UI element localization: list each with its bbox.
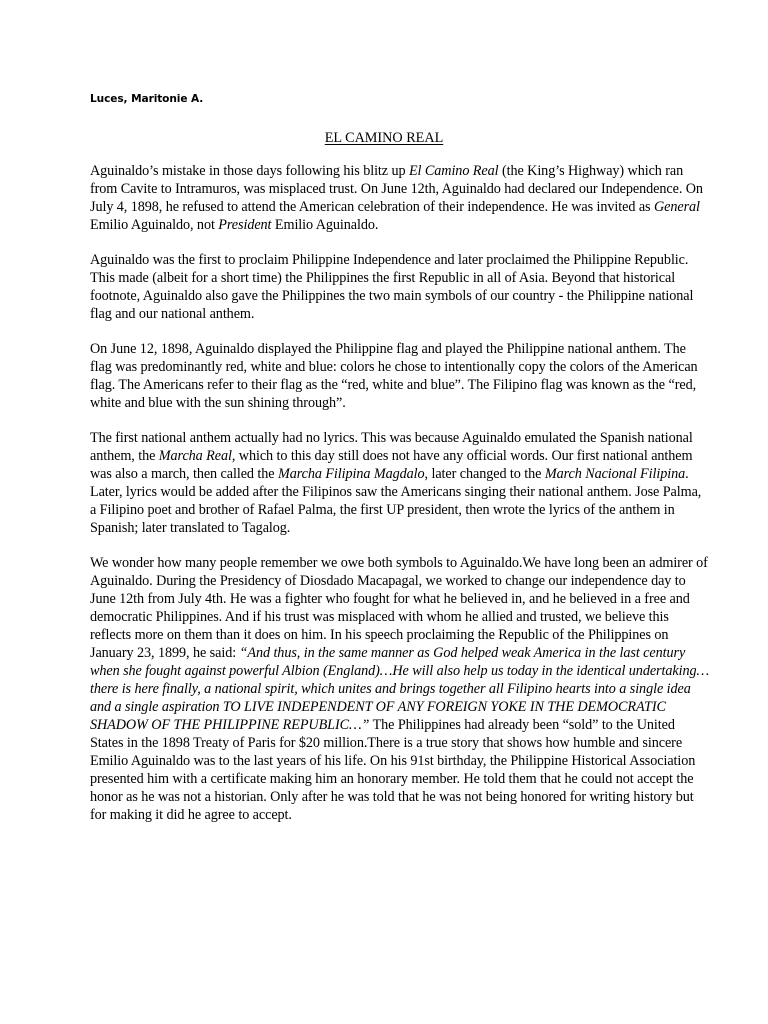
text-run: The first national anthem actually had no lyrics. This was because Aguinaldo emulated the Spanish national anthem, the — [90, 430, 693, 464]
body-paragraph — [90, 554, 710, 824]
text-run: Emilio Aguinaldo. — [271, 217, 379, 233]
text-run: Aguinaldo’s mistake in those days following his blitz up — [90, 163, 409, 179]
text-run: Emilio Aguinaldo, not — [90, 217, 219, 233]
text-run: , later changed to the — [424, 466, 545, 482]
text-run: On June 12, 1898, Aguinaldo displayed the Philippine flag and played the Philippine national anthem. The flag was predominantly red, white and blue: colors he chose to intentionally copy the colors of the American flag. The Americans refer to their flag as the “red, white and blue”. The Filipino flag was known as the “red, white and blue with the sun shining through”. — [90, 341, 698, 411]
body-paragraph — [90, 340, 710, 412]
document-body — [90, 162, 710, 841]
text-run: (the King’s Highway) which ran from Cavite to Intramuros, was misplaced trust. On June 12th, Aguinaldo had declared our Independence. On July 4, 1898, he refused to attend the American celebration of their independence. He was invited as — [90, 163, 703, 215]
italic-text-run: El Camino Real — [408, 163, 499, 179]
italic-text-run: “And thus, in the same manner as God helped weak America in the last century when she fought against powerful Albion (England)…He will also help us today in the identical undertaking…there is here finally, a national spirit, which unites and brings together all Filipino hearts into a single idea and a single aspiration TO LIVE INDEPENDENT OF ANY FOREIGN YOKE IN THE DEMOCRATIC SHADOW OF THE PHILIPPINE REPUBLIC…” — [90, 645, 710, 733]
body-paragraph — [90, 162, 710, 234]
text-run: The Philippines had already been “sold” to the United States in the 1898 Treaty of Paris for $20 million.There is a true story that shows how humble and sincere Emilio Aguinaldo was to the last years of his life. On his 91st birthday, the Philippine Historical Association presented him with a certificate making him an honorary member. He told them that he could not accept the honor as he was not a historian. Only after he was told that he was not being honored for writing history but for making it did he agree to accept. — [90, 717, 696, 823]
text-run: We wonder how many people remember we owe both symbols to Aguinaldo.We have long been an admirer of Aguinaldo. During the Presidency of Diosdado Macapagal, we worked to change our independence day to June 12th from July 4th. He was a fighter who fought for what he believed in, and he believed in a free and democratic Philippines. And if his trust was misplaced with whom he allied and trusted, we believe this reflects more on them than it does on him. In his speech proclaiming the Republic of the Philippines on January 23, 1899, he said: — [90, 555, 708, 661]
italic-text-run: President — [218, 217, 272, 233]
body-paragraph — [90, 429, 710, 537]
author-name: Luces, Maritonie A. — [90, 93, 204, 105]
text-run: , which to this day still does not have any official words. Our first national anthem was also a march, then called the — [90, 448, 693, 482]
italic-text-run: Marcha Filipina Magdalo — [277, 466, 425, 482]
text-run: Aguinaldo was the first to proclaim Philippine Independence and later proclaimed the Philippine Republic. This made (albeit for a short time) the Philippines the first Republic in all of Asia. Beyond that historical footnote, Aguinaldo also gave the Philippines the two main symbols of our country - the Philippine national flag and our national anthem. — [90, 252, 694, 322]
body-paragraph — [90, 251, 710, 323]
italic-text-run: General — [653, 199, 700, 215]
text-run: . Later, lyrics would be added after the Filipinos saw the Americans singing their national anthem. Jose Palma, a Filipino poet and brother of Rafael Palma, the first UP president, then wrote the lyrics of the anthem in Spanish; later translated to Tagalog. — [90, 466, 702, 536]
italic-text-run: March Nacional Filipina — [544, 466, 686, 482]
italic-text-run: Marcha Real — [158, 448, 232, 464]
document-title: EL CAMINO REAL — [324, 130, 444, 146]
